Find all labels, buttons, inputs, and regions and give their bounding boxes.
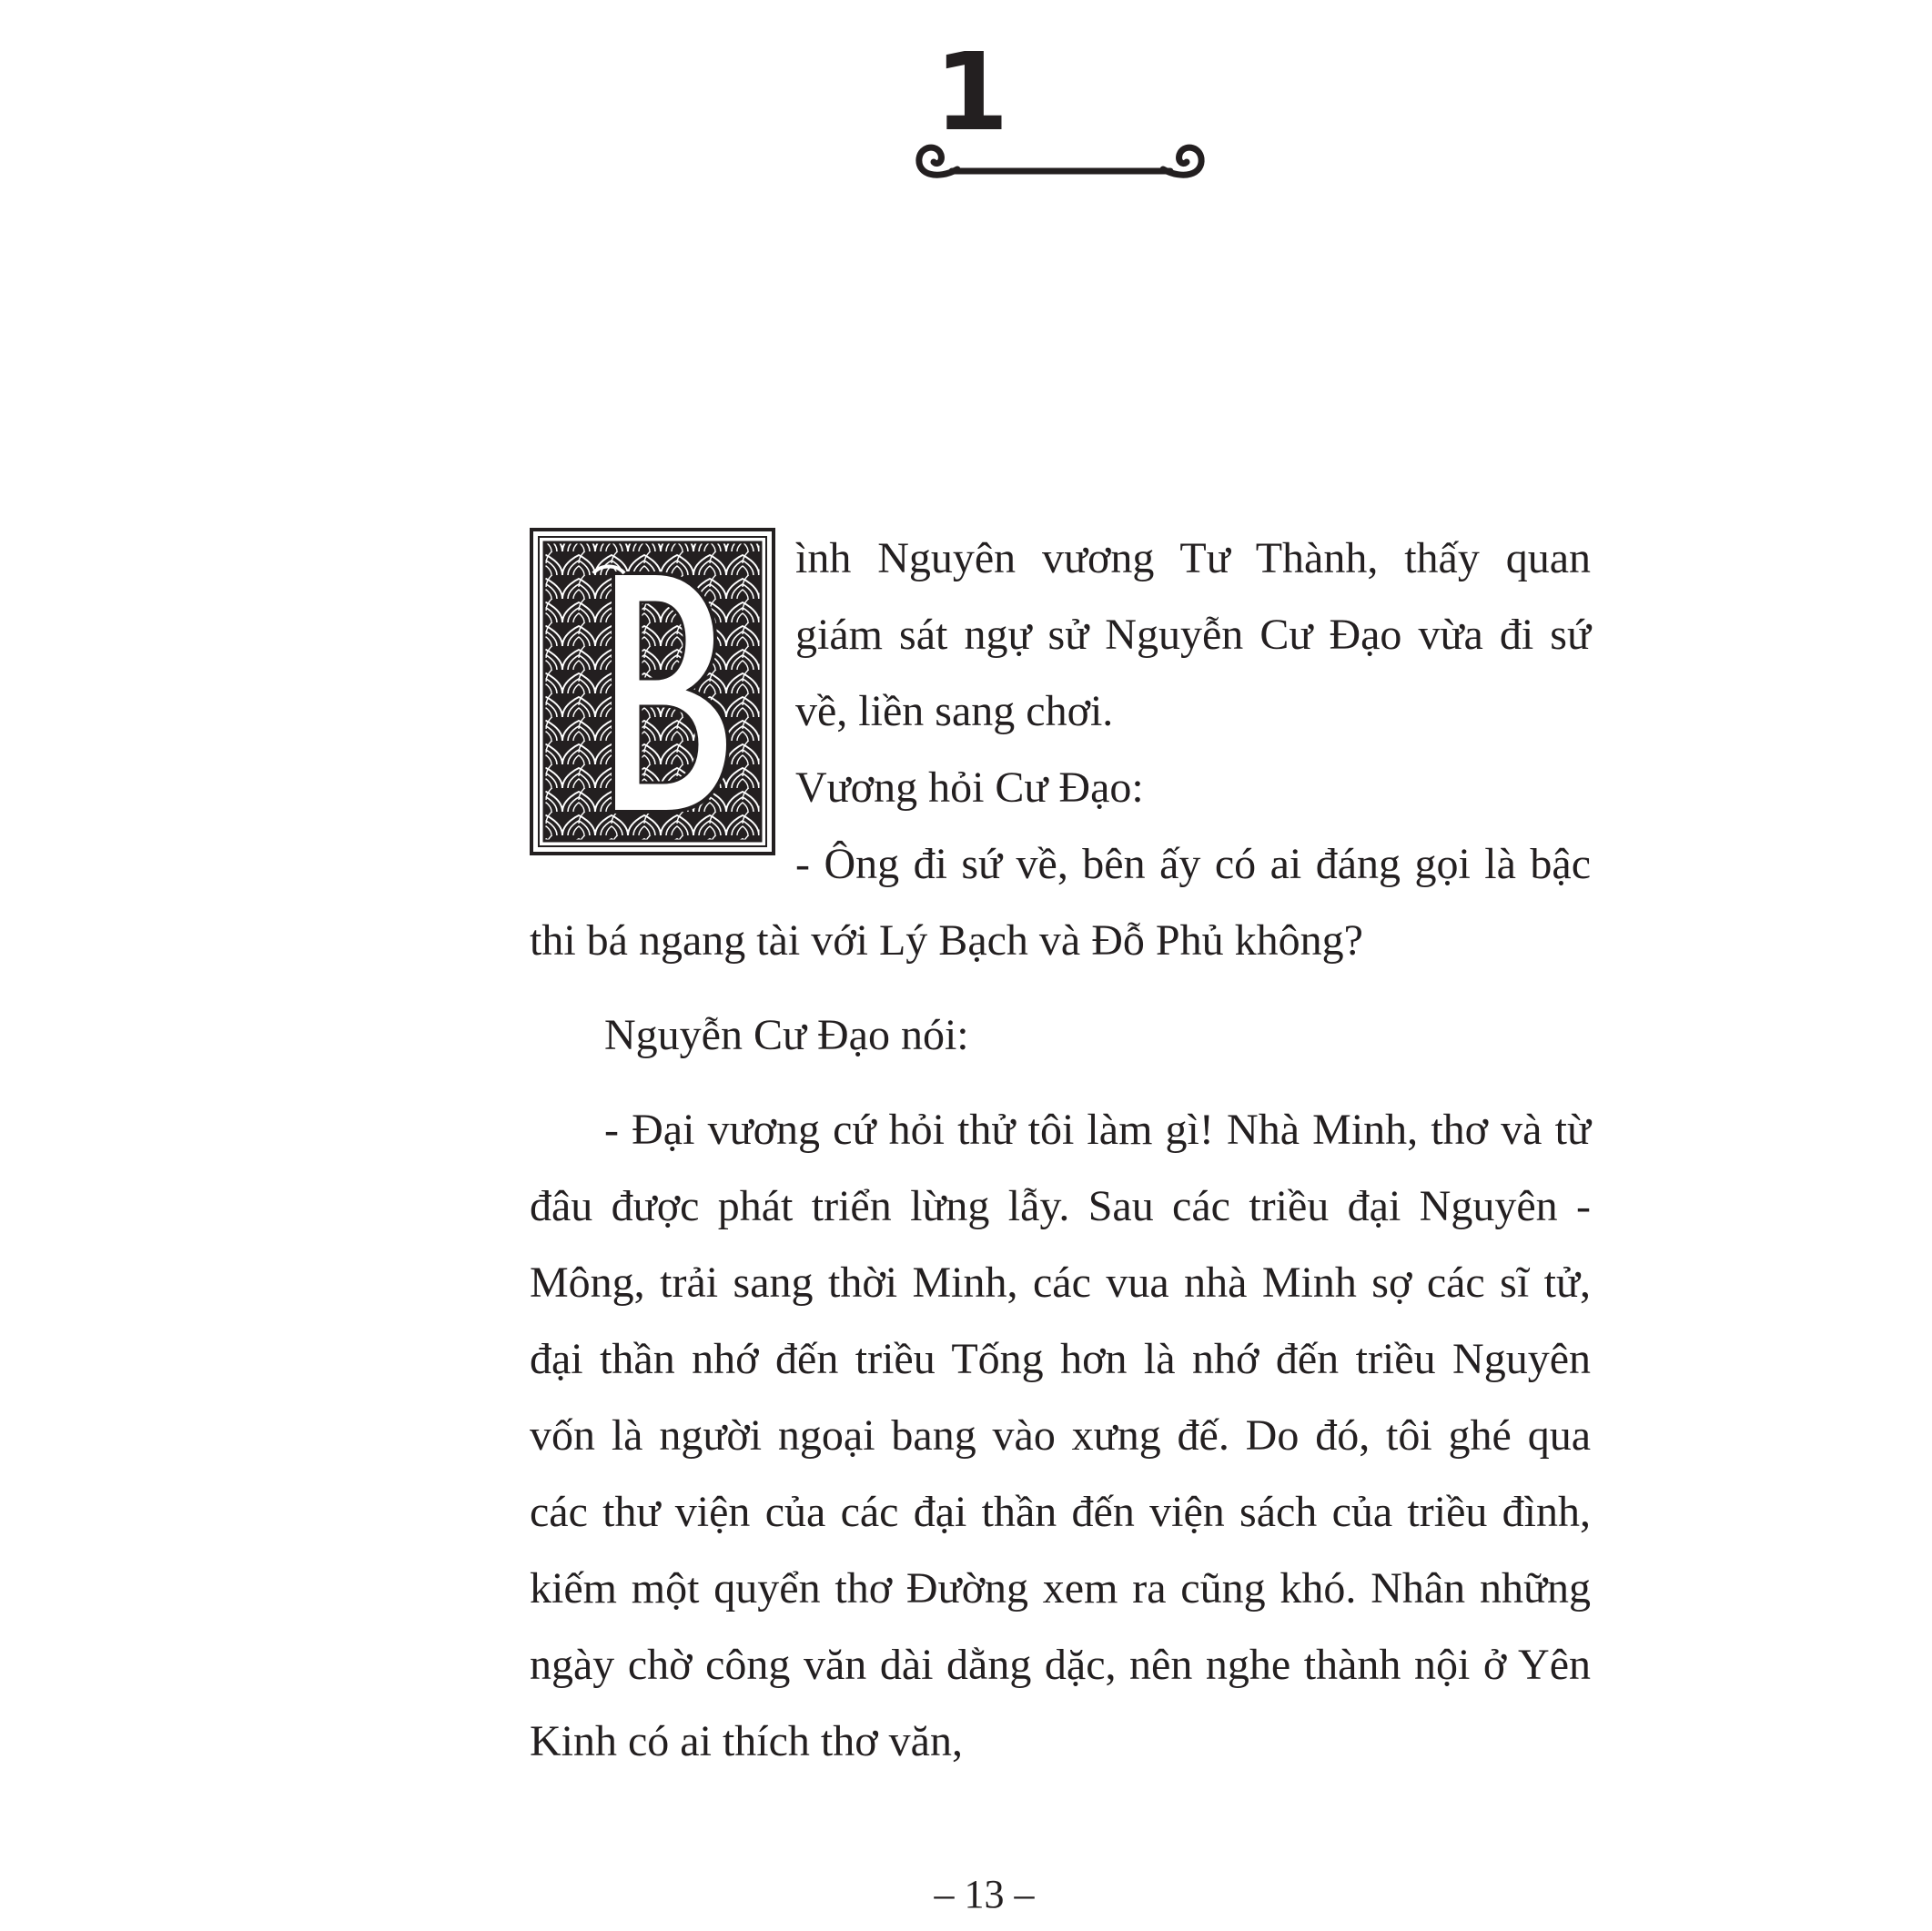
paragraph: thi bá ngang tài với Lý Bạch và Đỗ Phủ không?	[530, 916, 1363, 965]
page-number: – 13 –	[934, 1872, 1035, 1916]
chapter-ornament	[910, 136, 1210, 191]
ornament-right-curl	[1163, 147, 1201, 175]
body-text	[530, 521, 1591, 1780]
paragraph: Nguyễn Cư Đạo nói:	[604, 1011, 969, 1059]
text-line: về, liền sang chơi.	[795, 687, 1114, 735]
text-line: ình Nguyên vương Tư Thành, thấy quan	[795, 534, 1591, 582]
paragraph: - Đại vương cứ hỏi thử tôi làm gì! Nhà Minh, thơ và từ đâu được phát triển lừng lẫy. Sau các triều đại Nguyên - Mông, trải sang thời Minh, các vua nhà Minh sợ các sĩ tử, đại thần nhớ đến triều Tống hơn là nhớ đến triều Nguyên vốn là người ngoại bang vào xưng đế. Do đó, tôi ghé qua các thư viện của các đại thần đến viện sách của triều đình, kiếm một quyển thơ Đường xem ra cũng khó. Nhân những ngày chờ công văn dài dằng dặc, nên nghe thành nội ở Yên Kinh có ai thích thơ văn,	[530, 1106, 1591, 1765]
text-line: giám sát ngự sử Nguyễn Cư Đạo vừa đi sứ	[795, 611, 1591, 659]
text-line: - Ông đi sứ về, bên ấy có ai đáng gọi là bậc	[795, 840, 1591, 888]
chapter-number: 1	[934, 29, 1009, 155]
text-line: Vương hỏi Cư Đạo:	[795, 763, 1144, 812]
